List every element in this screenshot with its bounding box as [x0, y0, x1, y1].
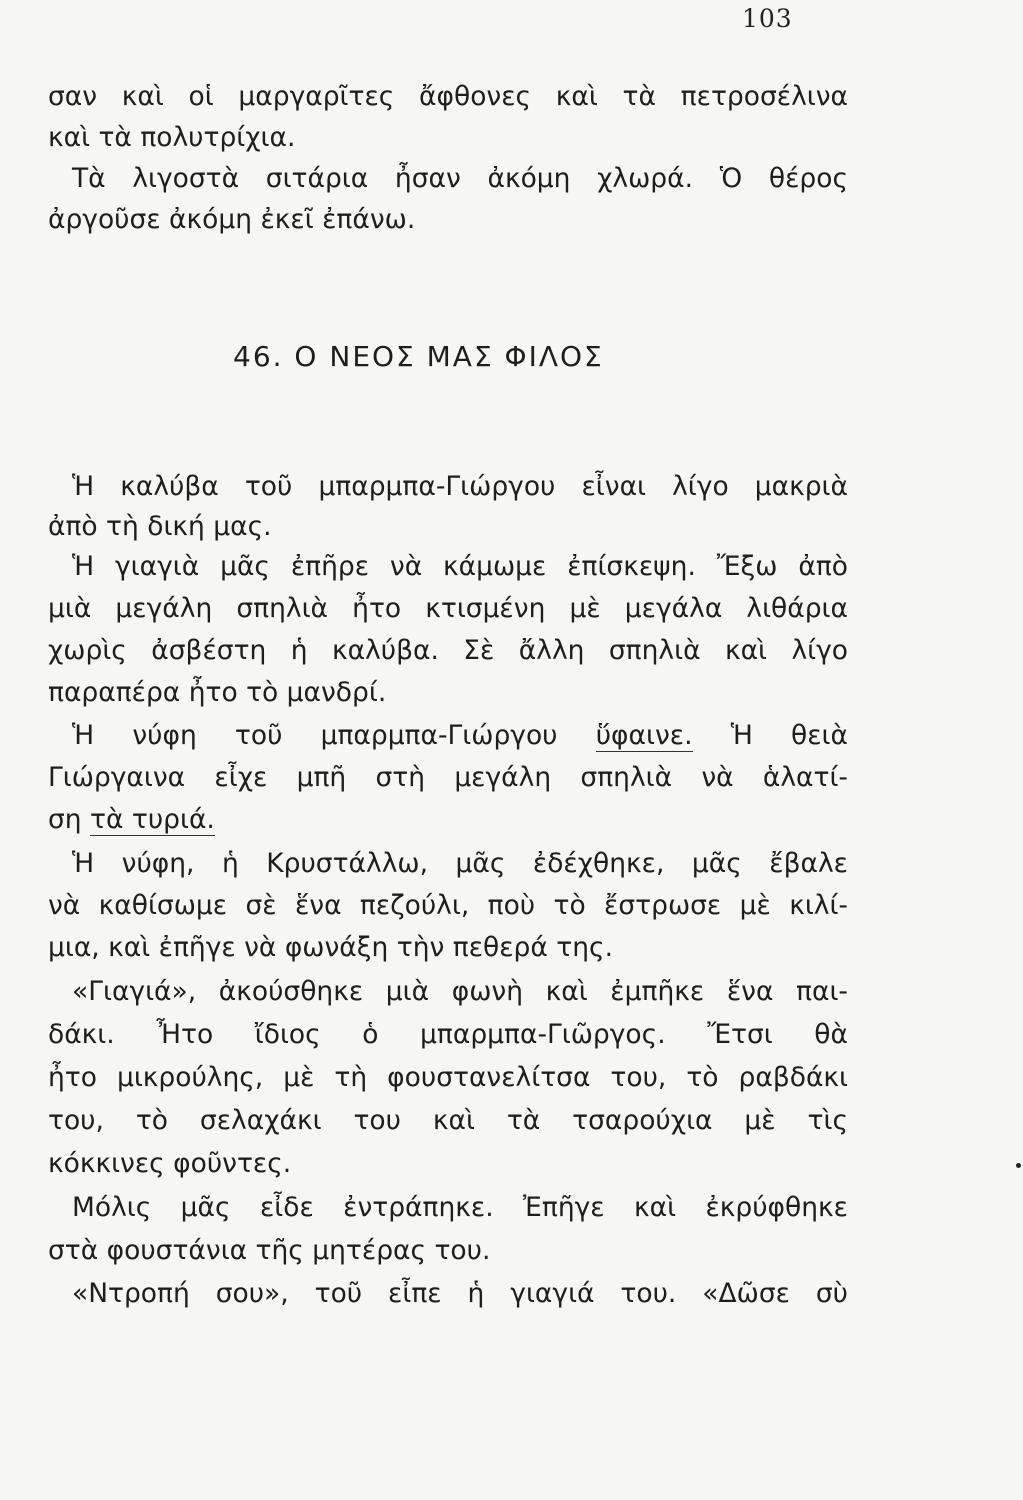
text-line: ἀπὸ τὴ δική μας.	[48, 511, 272, 542]
text-line: νὰ καθίσωμε σὲ ἕνα πεζούλι, ποὺ τὸ ἔστρωσε μὲ κιλί-	[48, 890, 848, 921]
text-line: μιὰ μεγάλη σπηλιὰ ἦτο κτισμένη μὲ μεγάλα λιθάρια	[48, 593, 848, 624]
text-line: ἦτο μικρούλης, μὲ τὴ φουστανελίτσα του, τὸ ραβδάκι	[48, 1062, 848, 1093]
text-line: δάκι. Ἦτο ἴδιος ὁ μπαρμπα-Γιῶργος. Ἔτσι θὰ	[48, 1019, 848, 1050]
text-line: «Γιαγιά», ἀκούσθηκε μιὰ φωνὴ καὶ ἐμπῆκε ἕνα παι-	[72, 976, 848, 1007]
underlined-word: ὕφαινε.	[595, 720, 693, 751]
text-segment: Ἡ θειὰ	[692, 720, 848, 751]
text-line: παραπέρα ἦτο τὸ μανδρί.	[48, 677, 387, 708]
text-line: χωρὶς ἀσβέστη ἡ καλύβα. Σὲ ἄλλη σπηλιὰ καὶ λίγο	[48, 635, 848, 666]
text-segment: ση	[48, 804, 91, 835]
text-line: σαν καὶ οἱ μαργαρῖτες ἄφθονες καὶ τὰ πετροσέλινα	[48, 81, 848, 112]
text-line: καὶ τὰ πολυτρίχια.	[48, 122, 296, 153]
text-line: «Ντροπή σου», τοῦ εἶπε ἡ γιαγιά του. «Δῶσε σὺ	[72, 1278, 848, 1309]
text-line: μια, καὶ ἐπῆγε νὰ φωνάξη τὴν πεθερά της.	[48, 932, 613, 963]
text-line	[48, 800, 848, 840]
text-line: Τὰ λιγοστὰ σιτάρια ἦσαν ἀκόμη χλωρά. Ὁ θέρος	[72, 163, 848, 194]
text-line	[72, 716, 848, 756]
underlined-phrase: τὰ τυριά.	[90, 804, 215, 835]
text-line: Ἡ γιαγιὰ μᾶς ἐπῆρε νὰ κάμωμε ἐπίσκεψη. Ἔξω ἀπὸ	[72, 551, 848, 582]
text-line: Ἡ καλύβα τοῦ μπαρμπα-Γιώργου εἶναι λίγο μακριὰ	[72, 471, 848, 502]
ink-dot	[1016, 1163, 1021, 1168]
text-line: Μόλις μᾶς εἶδε ἐντράπηκε. Ἐπῆγε καὶ ἐκρύφθηκε	[72, 1192, 848, 1223]
section-heading: 46. Ο ΝΕΟΣ ΜΑΣ ΦΙΛΟΣ	[233, 340, 604, 373]
text-line: στὰ φουστάνια τῆς μητέρας του.	[48, 1235, 491, 1266]
page-number: 103	[742, 4, 793, 33]
text-segment: Ἡ νύφη τοῦ μπαρμπα-Γιώργου	[72, 720, 596, 751]
text-line: του, τὸ σελαχάκι του καὶ τὰ τσαρούχια μὲ τὶς	[48, 1105, 848, 1136]
text-line: Γιώργαινα εἶχε μπῆ στὴ μεγάλη σπηλιὰ νὰ ἁλατί-	[48, 762, 848, 793]
text-line: κόκκινες φοῦντες.	[48, 1148, 292, 1179]
text-line: ἀργοῦσε ἀκόμη ἐκεῖ ἐπάνω.	[48, 204, 416, 235]
text-line: Ἡ νύφη, ἡ Κρυστάλλω, μᾶς ἐδέχθηκε, μᾶς ἔβαλε	[72, 848, 848, 879]
